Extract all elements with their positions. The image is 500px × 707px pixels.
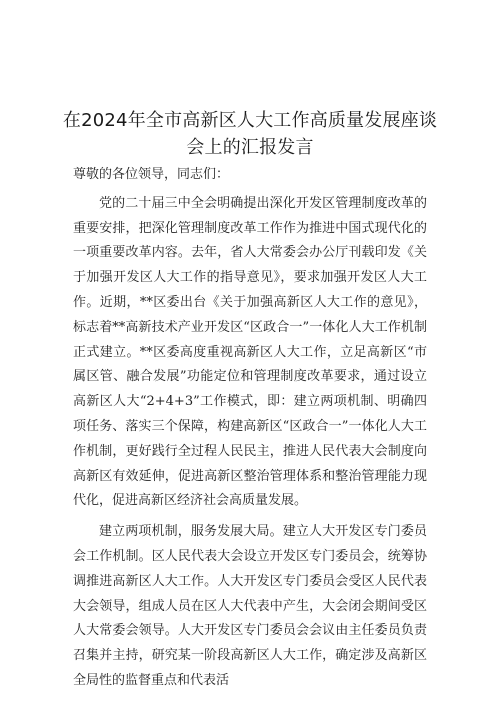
- salutation: 尊敬的各位领导，同志们：: [73, 167, 230, 182]
- title-line-1: 在2024年全市高新区人大工作高质量发展座谈: [62, 110, 438, 131]
- paragraph-2: 建立两项机制，服务发展大局。建立人大开发区专门委员会工作机制。区人民代表大会设立开发区专门委员会，统筹协调推进高新区人大工作。人大开发区专门委员会受区人民代表大会领导，组成人员在区人大代表中产生，大会闭会期间受区人大常委会领导。人大开发区专门委员会会议由主任委员负责召集并主持，研究某一阶段高新区人大工作，确定涉及高新区全局性的监督重点和代表活: [73, 524, 427, 688]
- paragraph-1: 党的二十届三中全会明确提出深化开发区管理制度改革的重要安排，把深化管理制度改革工作作为推进中国式现代化的一项重要改革内容。去年，省人大常委会办公厅刊载印发《关于加强开发区人大工作的指导意见》，要求加强开发区人大工作。近期，**区委出台《关于加强高新区人大工作的意见》，标志着**高新技术产业开发区“区政合一”一体化人大工作机制正式建立。**区委高度重视高新区人大工作，立足高新区“市属区管、融合发展”功能定位和管理制度改革要求，通过设立高新区人大“2+4+3”工作模式，即：建立两项机制、明确四项任务、落实三个保障，构建高新区“区政合一”一体化人大工作机制，更好践行全过程人民民主，推进人民代表大会制度向高新区有效延伸，促进高新区整治管理体系和整治管理能力现代化，促进高新区经济社会高质量发展。: [73, 195, 427, 509]
- document-body: [73, 163, 427, 700]
- document-title: [60, 107, 440, 161]
- title-line-2: 会上的汇报发言: [186, 137, 314, 158]
